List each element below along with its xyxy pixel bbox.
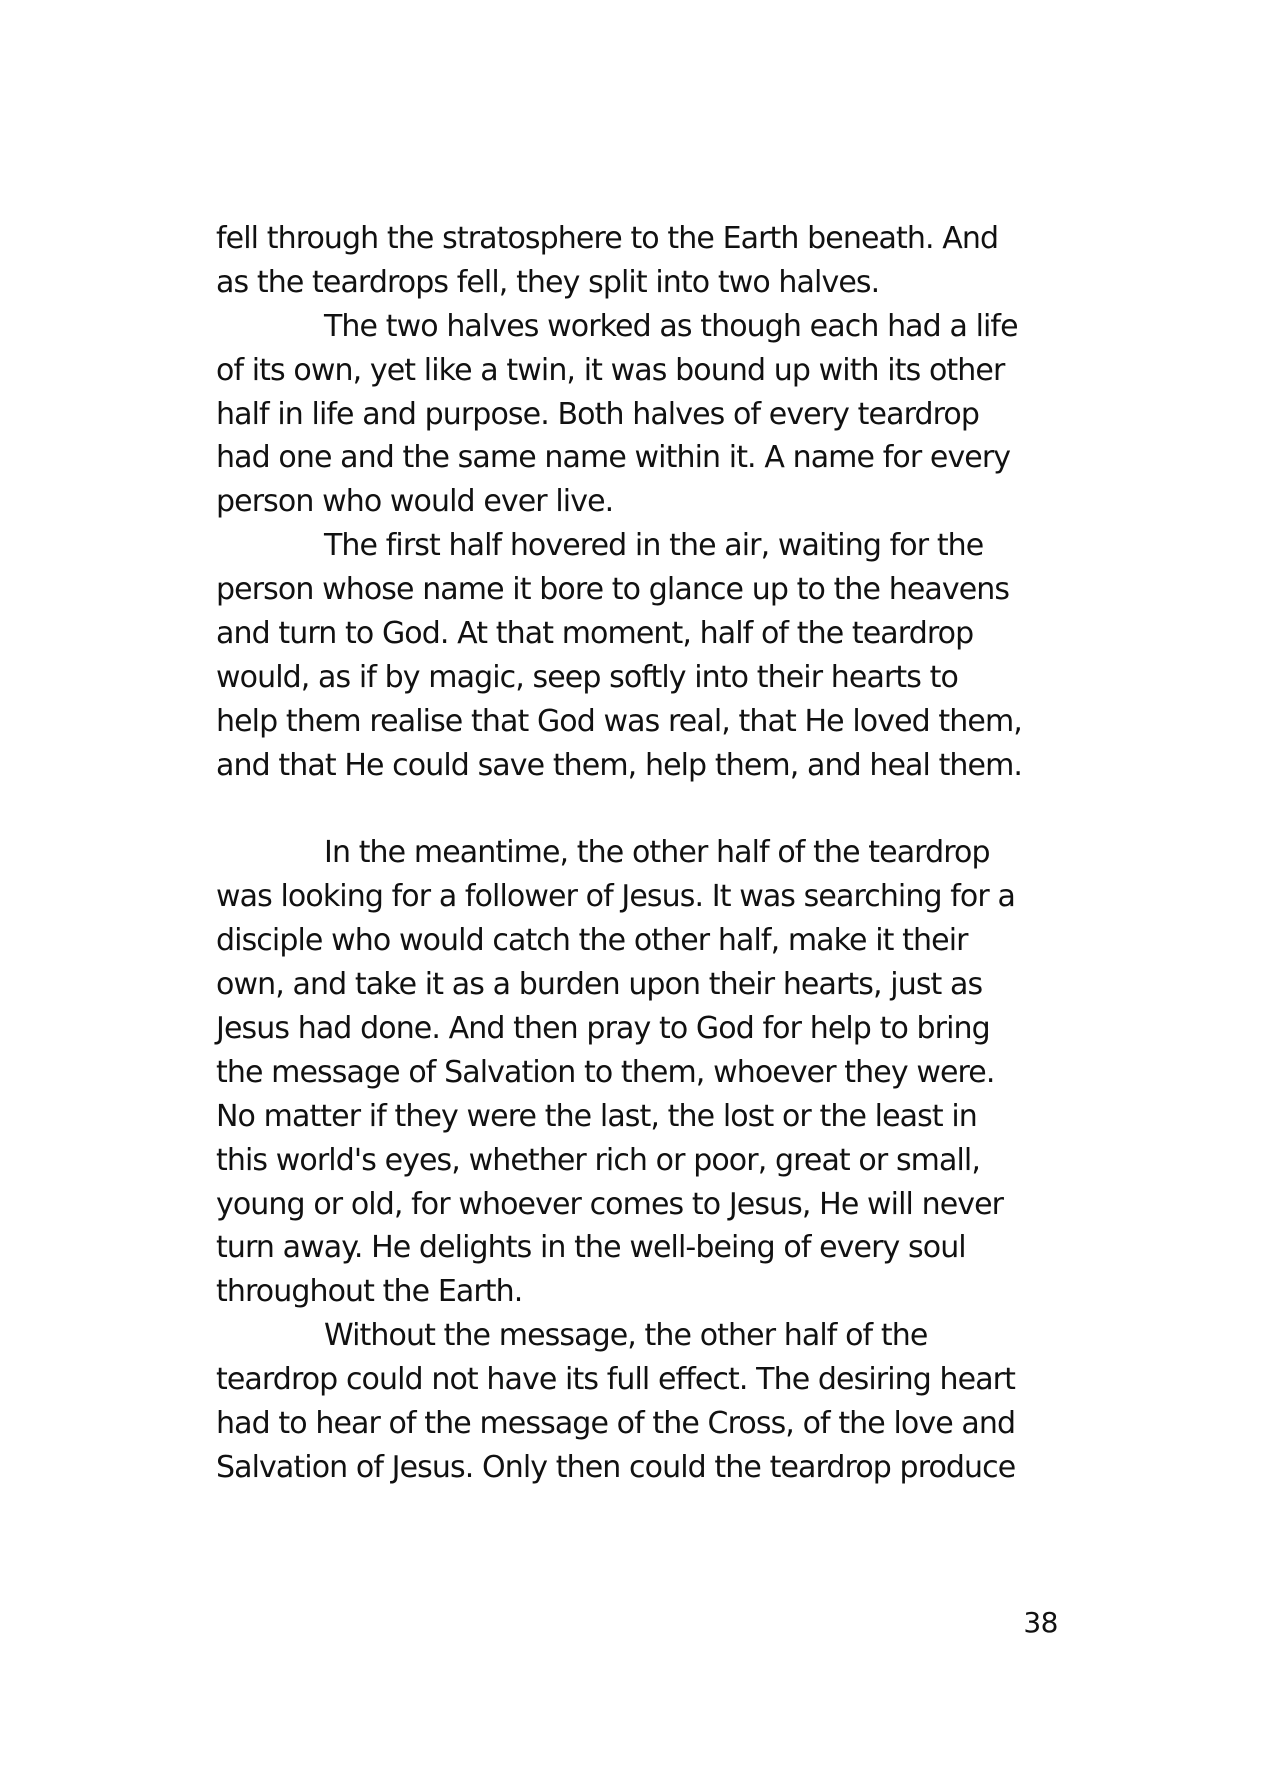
text-line: Jesus had done. And then pray to God for help to bring	[216, 1011, 990, 1047]
text-line: help them realise that God was real, that He loved them,	[216, 703, 1022, 739]
body-text	[216, 217, 1076, 1490]
text-line: was looking for a follower of Jesus. It was searching for a	[216, 879, 1015, 915]
text-line: disciple who would catch the other half, make it their	[216, 923, 968, 959]
text-line: as the teardrops fell, they split into two halves.	[216, 264, 880, 300]
page-number: 38	[1023, 1606, 1058, 1639]
text-line: the message of Salvation to them, whoever they were.	[216, 1054, 995, 1090]
text-line: turn away. He delights in the well-being of every soul	[216, 1230, 966, 1266]
text-line: young or old, for whoever comes to Jesus, He will never	[216, 1186, 1004, 1222]
paragraph-first-line: The first half hovered in the air, waiting for the	[324, 528, 984, 564]
text-line: person who would ever live.	[216, 484, 614, 520]
text-line: had one and the same name within it. A name for every	[216, 440, 1011, 476]
paragraph-first-line: Without the message, the other half of the	[324, 1318, 928, 1354]
blank-line	[216, 788, 1076, 832]
text-line: throughout the Earth.	[216, 1274, 523, 1310]
text-line: half in life and purpose. Both halves of every teardrop	[216, 396, 979, 432]
text-line: would, as if by magic, seep softly into their hearts to	[216, 659, 958, 695]
paragraph-first-line: In the meantime, the other half of the teardrop	[324, 835, 990, 871]
text-line: of its own, yet like a twin, it was bound up with its other	[216, 352, 1005, 388]
text-line: this world's eyes, whether rich or poor, great or small,	[216, 1142, 980, 1178]
text-line: fell through the stratosphere to the Earth beneath. And	[216, 221, 999, 256]
text-line: Salvation of Jesus. Only then could the teardrop produce	[216, 1449, 1016, 1485]
text-line: teardrop could not have its full effect. The desiring heart	[216, 1362, 1015, 1398]
paragraph-first-line: The two halves worked as though each had a life	[324, 308, 1018, 344]
text-line: own, and take it as a burden upon their hearts, just as	[216, 967, 983, 1003]
text-line: and that He could save them, help them, and heal them.	[216, 747, 1023, 783]
text-line: and turn to God. At that moment, half of the teardrop	[216, 616, 974, 652]
text-line: person whose name it bore to glance up to the heavens	[216, 572, 1010, 608]
text-line: had to hear of the message of the Cross, of the love and	[216, 1406, 1016, 1442]
text-line: No matter if they were the last, the lost or the least in	[216, 1098, 977, 1134]
